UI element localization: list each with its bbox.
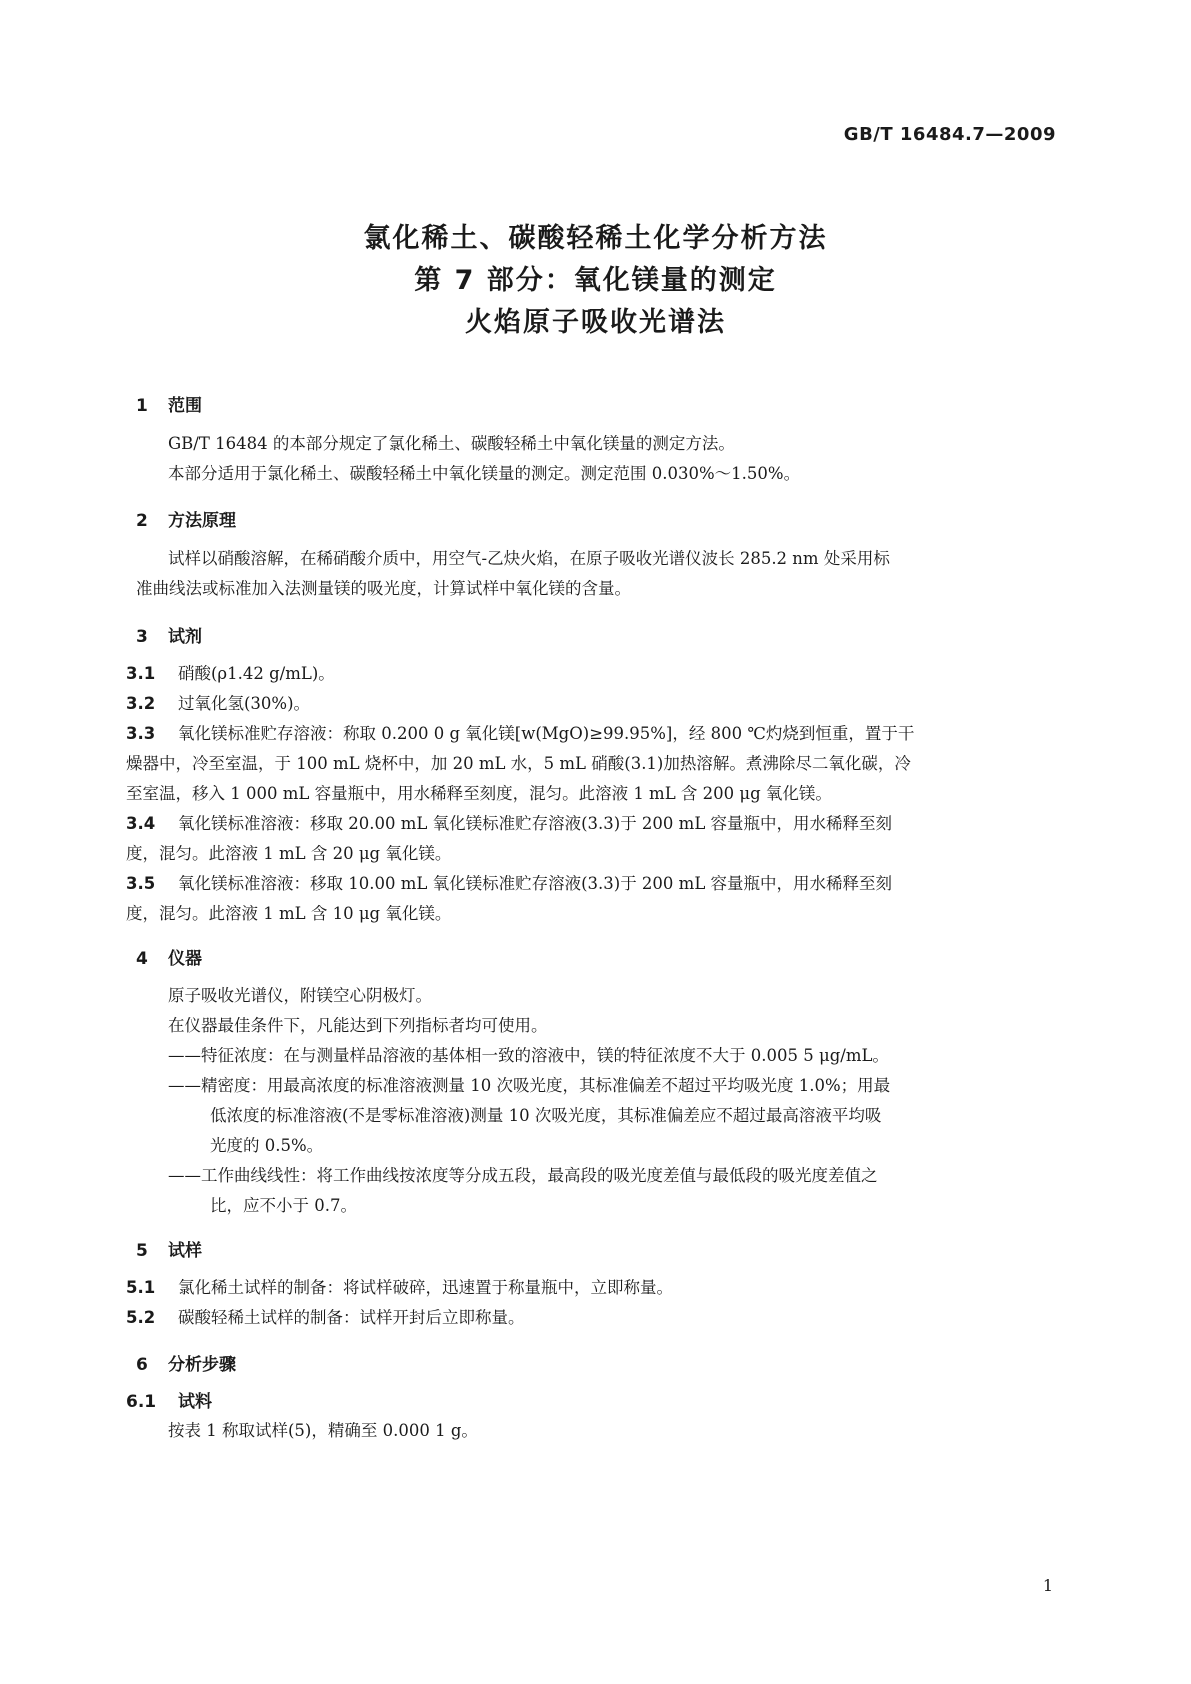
item-text: 硝酸(ρ1.42 g/mL)。 — [178, 664, 335, 683]
section-title: 分析步骤 — [168, 1355, 236, 1375]
item-text: 氯化稀土试样的制备：将试样破碎，迅速置于称量瓶中，立即称量。 — [178, 1278, 673, 1297]
dash-item — [168, 1161, 878, 1191]
item-number: 3.4 — [126, 814, 156, 833]
reagent-item-line: 度，混匀。此溶液 1 mL 含 10 μg 氧化镁。 — [126, 904, 452, 923]
subsection-number: 6.1 — [126, 1392, 157, 1412]
dash-item-line: 光度的 0.5%。 — [210, 1136, 324, 1155]
title-line-3: 火焰原子吸收光谱法 — [465, 307, 726, 338]
section-number: 3 — [136, 627, 148, 647]
section-1-heading — [136, 391, 202, 416]
paragraph-line: 准曲线法或标准加入法测量镁的吸光度，计算试样中氧化镁的含量。 — [136, 579, 631, 598]
paragraph: 在仪器最佳条件下，凡能达到下列指标者均可使用。 — [168, 1016, 548, 1035]
dash-item — [168, 1041, 889, 1071]
item-text: 氧化镁标准贮存溶液：称取 0.200 0 g 氧化镁[w(MgO)≥99.95%]，经 800 ℃灼烧到恒重，置于干 — [178, 724, 915, 743]
section-number: 4 — [136, 949, 148, 969]
item-number: 3.2 — [126, 694, 156, 713]
paragraph-line: 试样以硝酸溶解，在稀硝酸介质中，用空气-乙炔火焰，在原子吸收光谱仪波长 285.2 nm 处采用标 — [168, 549, 890, 568]
paragraph: GB/T 16484 的本部分规定了氯化稀土、碳酸轻稀土中氧化镁量的测定方法。 — [168, 434, 735, 453]
section-3-heading — [136, 622, 202, 647]
dash-item — [168, 1071, 890, 1101]
title-line-1: 氯化稀土、碳酸轻稀土化学分析方法 — [363, 223, 828, 254]
subsection-title: 试料 — [178, 1392, 212, 1412]
item-number: 3.5 — [126, 874, 156, 893]
section-title: 仪器 — [168, 949, 202, 969]
dash-item-line: 低浓度的标准溶液(不是零标准溶液)测量 10 次吸光度，其标准偏差应不超过最高溶液平均吸 — [210, 1106, 882, 1125]
paragraph: 按表 1 称取试样(5)，精确至 0.000 1 g。 — [168, 1421, 478, 1440]
item-number: 3.3 — [126, 724, 156, 743]
item-text: 氧化镁标准溶液：移取 10.00 mL 氧化镁标准贮存溶液(3.3)于 200 mL 容量瓶中，用水稀释至刻 — [178, 874, 893, 893]
section-number: 1 — [136, 396, 148, 416]
dash-text: 工作曲线线性：将工作曲线按浓度等分成五段，最高段的吸光度差值与最低段的吸光度差值之 — [201, 1166, 878, 1185]
reagent-item — [126, 689, 310, 719]
sample-item — [126, 1303, 525, 1333]
dash-item-line: 比，应不小于 0.7。 — [210, 1196, 357, 1215]
page-number: 1 — [1042, 1576, 1053, 1595]
reagent-item-line: 度，混匀。此溶液 1 mL 含 20 μg 氧化镁。 — [126, 844, 452, 863]
section-title: 范围 — [168, 396, 202, 416]
dash-text: 精密度：用最高浓度的标准溶液测量 10 次吸光度，其标准偏差不超过平均吸光度 1.0%；用最 — [201, 1076, 891, 1095]
sample-item — [126, 1273, 673, 1303]
reagent-item — [126, 869, 892, 899]
item-text: 氧化镁标准溶液：移取 20.00 mL 氧化镁标准贮存溶液(3.3)于 200 mL 容量瓶中，用水稀释至刻 — [178, 814, 893, 833]
standard-code: GB/T 16484.7—2009 — [843, 124, 1056, 145]
section-title: 试剂 — [168, 627, 202, 647]
item-text: 碳酸轻稀土试样的制备：试样开封后立即称量。 — [178, 1308, 525, 1327]
item-number: 5.2 — [126, 1308, 156, 1327]
subsection-6-1-heading — [126, 1387, 212, 1412]
dash-text: 特征浓度：在与测量样品溶液的基体相一致的溶液中，镁的特征浓度不大于 0.005 5 μg/mL。 — [201, 1046, 889, 1065]
section-4-heading — [136, 944, 202, 969]
reagent-item — [126, 809, 892, 839]
reagent-item — [126, 719, 914, 749]
paragraph: 本部分适用于氯化稀土、碳酸轻稀土中氧化镁量的测定。测定范围 0.030%～1.50%。 — [168, 464, 801, 483]
title-line-2: 第 7 部分：氧化镁量的测定 — [414, 265, 777, 296]
dash-marker: —— — [168, 1166, 201, 1185]
reagent-item-line: 燥器中，冷至室温，于 100 mL 烧杯中，加 20 mL 水，5 mL 硝酸(3.1)加热溶解。煮沸除尽二氧化碳，冷 — [126, 754, 911, 773]
dash-marker: —— — [168, 1076, 201, 1095]
reagent-item — [126, 659, 335, 689]
paragraph: 原子吸收光谱仪，附镁空心阴极灯。 — [168, 986, 432, 1005]
reagent-item-line: 至室温，移入 1 000 mL 容量瓶中，用水稀释至刻度，混匀。此溶液 1 mL 含 200 μg 氧化镁。 — [126, 784, 832, 803]
section-number: 2 — [136, 511, 148, 531]
dash-marker: —— — [168, 1046, 201, 1065]
section-6-heading — [136, 1350, 236, 1375]
section-2-heading — [136, 506, 236, 531]
item-text: 过氧化氢(30%)。 — [178, 694, 311, 713]
section-title: 方法原理 — [168, 511, 236, 531]
section-number: 6 — [136, 1355, 148, 1375]
section-number: 5 — [136, 1241, 148, 1261]
section-title: 试样 — [168, 1241, 202, 1261]
section-5-heading — [136, 1236, 202, 1261]
item-number: 5.1 — [126, 1278, 156, 1297]
item-number: 3.1 — [126, 664, 156, 683]
